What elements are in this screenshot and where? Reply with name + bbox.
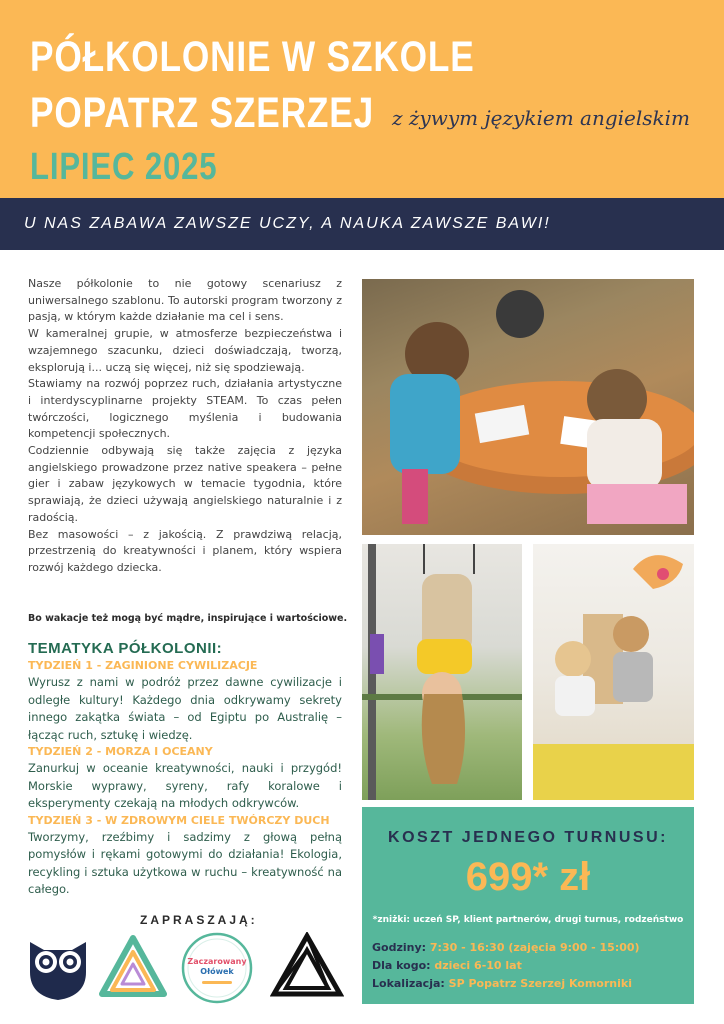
cost-heading: KOSZT JEDNEGO TURNUSU: [388, 829, 668, 846]
info-who [372, 959, 522, 972]
location-value: SP Popatrz Szerzej Komorniki [448, 977, 632, 990]
motto-text: U NAS ZABAWA ZAWSZE UCZY, A NAUKA ZAWSZE BAWI! [24, 215, 551, 232]
intro-paragraph: Codziennie odbywają się także zajęcia z języka angielskiego prowadzone przez native speakera – pełne gier i zabaw językowych w temacie tygodnia, które sprawiają, że dzieci używają angielskiego naturalnie i z radością. [28, 444, 342, 524]
invite-heading: ZAPRASZAJĄ: [140, 913, 258, 927]
week-2-desc: Zanurkuj w oceanie kreatywności, nauki i przygód! Morskie wyprawy, syreny, rafy koralowe i eksperymenty czekają na młodych odkrywców. [28, 761, 342, 810]
who-value: dzieci 6-10 lat [434, 959, 522, 972]
title-date: LIPIEC 2025 [30, 146, 218, 188]
title-line-1: PÓŁKOLONIE W SZKOLE [30, 33, 475, 81]
location-label: Lokalizacja: [372, 977, 445, 990]
cost-box [362, 807, 694, 1004]
themes-heading: TEMATYKA PÓŁKOLONII: [28, 640, 223, 657]
info-location [372, 977, 632, 990]
script-subtitle: z żywym językiem angielskim [392, 106, 690, 130]
intro-paragraph: W kameralnej grupie, w atmosferze bezpieczeństwa i wzajemnego szacunku, dzieci doświadczają, tworzą, eksplorują i... uczą się więcej, niż się spodziewają. [28, 327, 342, 374]
photo-kids-playing-game [533, 544, 694, 800]
week-3-desc: Tworzymy, rzeźbimy i sadzimy z głową pełną pomysłów i rękami gotowymi do działania! Ekologia, recykling i sztuka użytkowa w ruchu – kreatywność na całego. [28, 829, 342, 896]
intro-paragraph: Stawiamy na rozwój poprzez ruch, działania artystyczne i interdyscyplinarne projekty STEAM. To czas pełen twórczości, logicznego myślenia i budowania kompetencji społecznych. [28, 377, 342, 441]
zaczarowany-olowek-logo [180, 931, 254, 1005]
discount-note: *zniżki: uczeń SP, klient partnerów, drugi turnus, rodzeństwo [372, 915, 684, 925]
owl-logo-icon [24, 932, 92, 1002]
week-2-title: TYDZIEŃ 2 - MORZA I OCEANY [28, 745, 213, 758]
logo-text-line1: Zaczarowany [187, 957, 247, 966]
week-3-title: TYDZIEŃ 3 - W ZDROWYM CIELE TWÓRCZY DUCH [28, 813, 330, 827]
week-1-title: TYDZIEŃ 1 - ZAGINIONE CYWILIZACJE [28, 659, 258, 672]
intro-text [28, 276, 342, 577]
who-label: Dla kogo: [372, 959, 431, 972]
week-1-desc: Wyrusz z nami w podróż przez dawne cywilizacje i odległe kultury! Każdego dnia odkrywamy sekrety innego zakątka świata – od Egiptu po Australię – łącząc ruch, sztukę i wiedzę. [28, 675, 342, 742]
intro-paragraph: Nasze półkolonie to nie gotowy scenariusz z uniwersalnego szablonu. To autorski program tworzony z pasją, w którym każde działanie ma cel i sens. [28, 277, 342, 324]
price: 699* zł [465, 855, 591, 899]
themes-list [28, 658, 342, 899]
title-line-2: POPATRZ SZERZEJ [30, 89, 375, 137]
hours-label: Godziny: [372, 941, 427, 954]
impossible-triangle-logo-icon [270, 932, 344, 1000]
logo-text-line2: Ołówek [200, 967, 234, 976]
photo-children-drawing [362, 279, 694, 535]
info-hours [372, 941, 640, 954]
photo-girl-on-rings [362, 544, 522, 800]
hours-value: 7:30 - 16:30 (zajęcia 9:00 - 15:00) [429, 941, 640, 954]
intro-paragraph: Bez masowości – z jakością. Z prawdziwą relacją, przestrzenią do kreatywności i planem, który wspiera rozwój każdego dziecka. [28, 527, 342, 574]
tagline: Bo wakacje też mogą być mądre, inspirujące i wartościowe. [28, 613, 348, 624]
triangle-logo-icon [98, 934, 168, 998]
